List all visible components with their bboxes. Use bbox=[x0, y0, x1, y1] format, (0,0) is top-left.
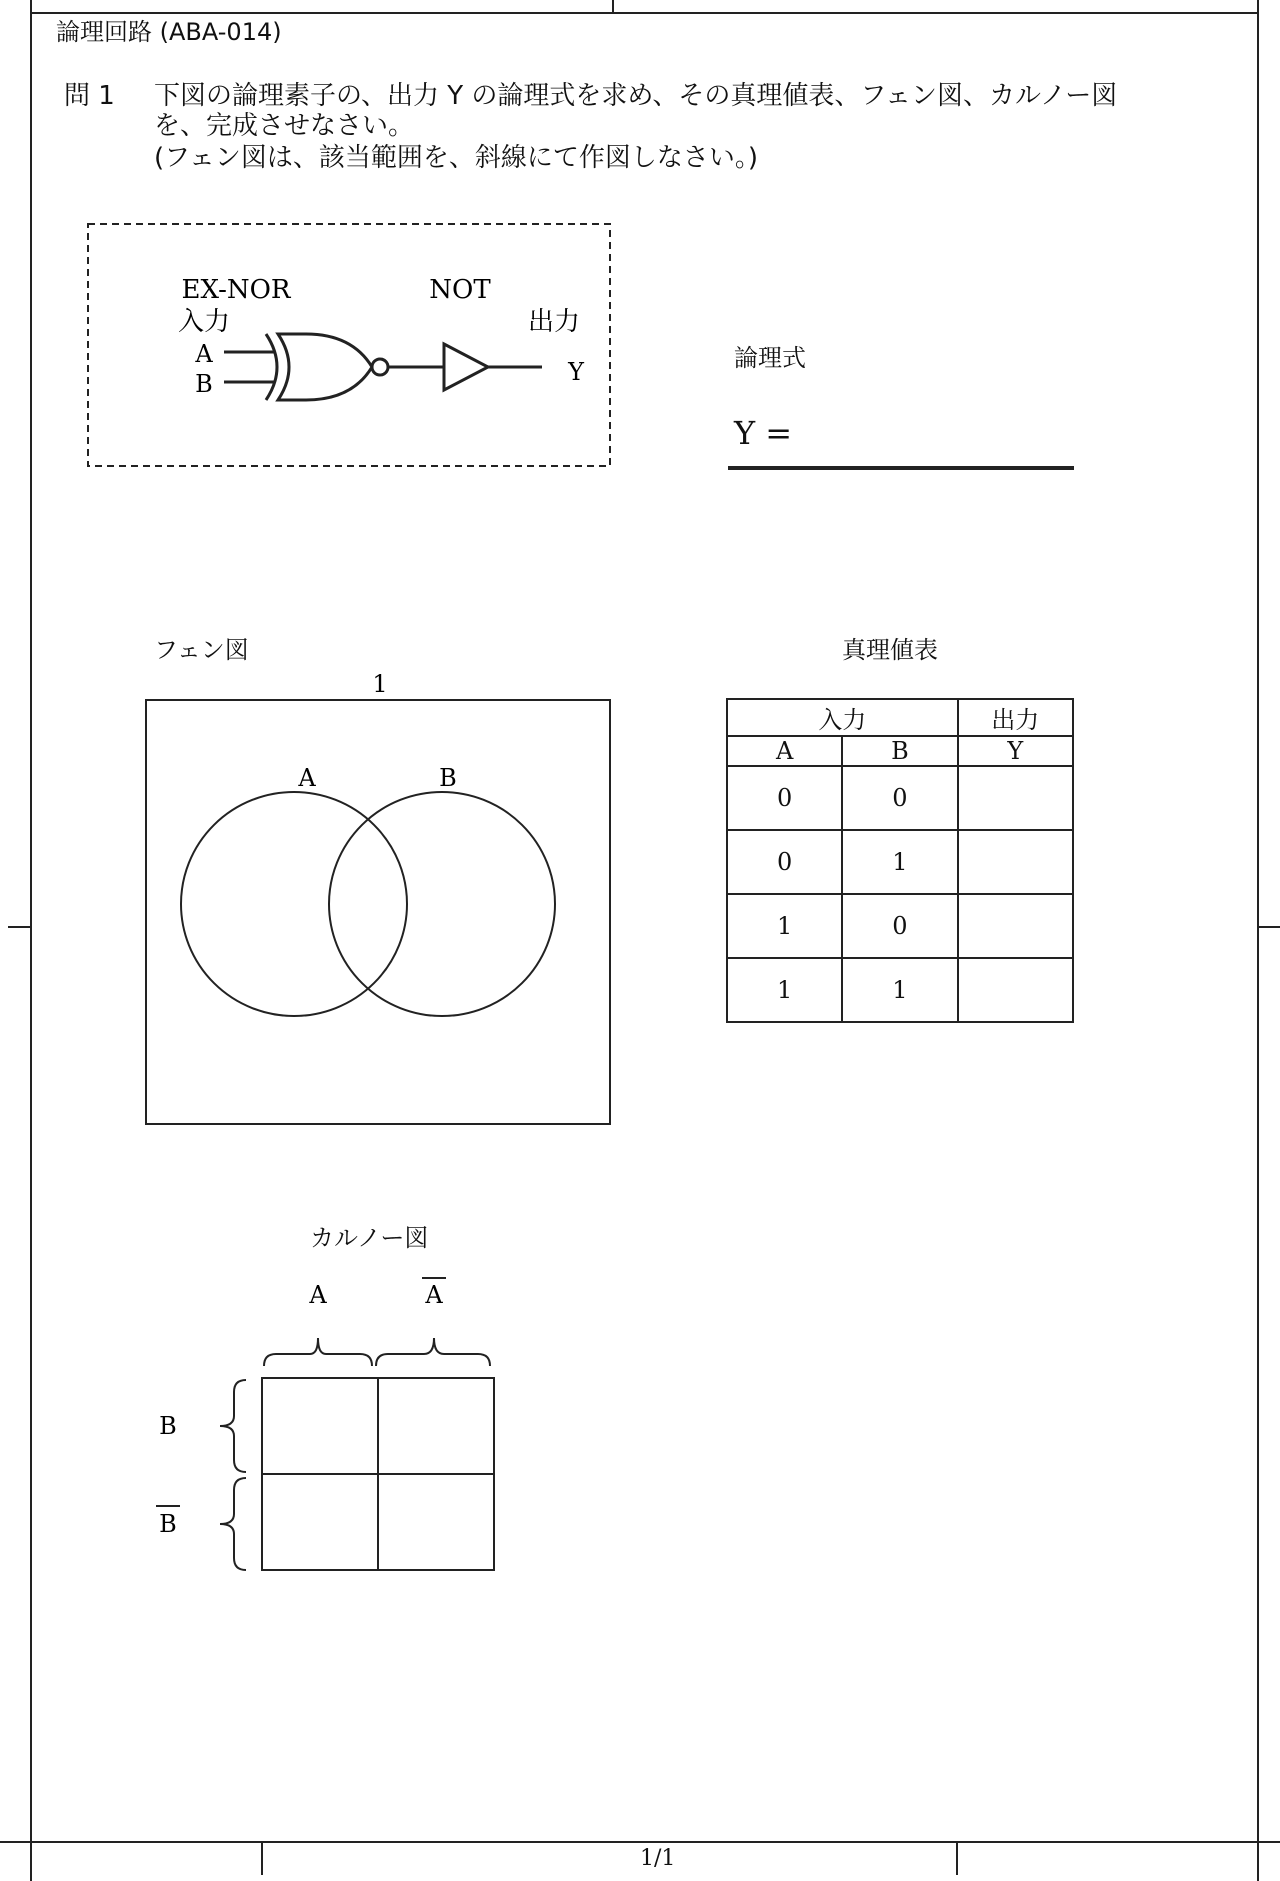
expression-heading: 論理式 bbox=[734, 344, 806, 372]
karnaugh-heading: カルノー図 bbox=[310, 1224, 429, 1252]
input-label: 入力 bbox=[177, 307, 231, 337]
xnor-bubble bbox=[372, 359, 388, 375]
karnaugh-row-b-brace bbox=[220, 1380, 246, 1472]
table-row bbox=[727, 830, 1073, 894]
truth-table-cell-y[interactable] bbox=[958, 830, 1073, 894]
karnaugh-cell-a-b bbox=[262, 1378, 378, 1474]
xnor-extra-curve bbox=[266, 334, 277, 400]
venn-set-b-label: B bbox=[439, 764, 457, 792]
truth-table-cell-b: 0 bbox=[842, 766, 957, 830]
truth-table-cell-y[interactable] bbox=[958, 958, 1073, 1022]
document-title: 論理回路 (ABA-014) bbox=[56, 18, 282, 46]
karnaugh-row-b-label: B bbox=[159, 1412, 177, 1440]
truth-table-cell-b: 1 bbox=[842, 958, 957, 1022]
frame-bottom-tick-right bbox=[956, 1841, 958, 1875]
karnaugh-cell-a-not-b bbox=[262, 1474, 378, 1570]
page-number: 1/1 bbox=[640, 1846, 676, 1871]
frame-bottom-tick-left bbox=[261, 1841, 263, 1875]
venn-universe-label: 1 bbox=[372, 670, 388, 698]
frame-top-tick bbox=[612, 0, 614, 12]
frame-right-mark bbox=[1257, 926, 1280, 928]
truth-table-cell-a: 0 bbox=[727, 766, 842, 830]
table-row bbox=[727, 766, 1073, 830]
expression-lhs: Y = bbox=[734, 414, 793, 452]
truth-table-cell-a: 0 bbox=[727, 830, 842, 894]
truth-table-cell-a: 1 bbox=[727, 894, 842, 958]
input-b-label: B bbox=[195, 370, 213, 398]
frame-left-mark bbox=[8, 926, 32, 928]
truth-table-cell-b: 0 bbox=[842, 894, 957, 958]
gate1-label: EX-NOR bbox=[181, 275, 291, 305]
venn-circle-b bbox=[329, 792, 555, 1016]
output-y-label: Y bbox=[568, 358, 584, 386]
karnaugh-cell-not-a-not-b bbox=[378, 1474, 494, 1570]
truth-table-output-group: 出力 bbox=[958, 699, 1073, 736]
venn-set-a-label: A bbox=[298, 764, 316, 792]
frame-bottom-border bbox=[0, 1841, 1280, 1843]
xnor-gate-body bbox=[278, 334, 372, 400]
venn-diagram[interactable] bbox=[140, 660, 620, 1130]
karnaugh-col-not-a-brace bbox=[376, 1338, 490, 1366]
venn-circle-a bbox=[181, 792, 407, 1016]
truth-table-cell-y[interactable] bbox=[958, 894, 1073, 958]
gate2-label: NOT bbox=[429, 275, 491, 305]
circuit-diagram bbox=[84, 220, 614, 470]
truth-table-input-group: 入力 bbox=[727, 699, 958, 736]
output-label: 出力 bbox=[527, 307, 581, 337]
table-row bbox=[727, 958, 1073, 1022]
karnaugh-row-not-b-label: B bbox=[159, 1510, 177, 1538]
truth-table-col-a: A bbox=[727, 736, 842, 766]
truth-table-heading: 真理値表 bbox=[842, 636, 938, 664]
karnaugh-col-a-brace bbox=[264, 1338, 372, 1366]
question-number: 問 1 bbox=[64, 81, 115, 111]
truth-table-cell-b: 1 bbox=[842, 830, 957, 894]
karnaugh-col-a-label: A bbox=[309, 1281, 327, 1309]
truth-table-col-y: Y bbox=[958, 736, 1073, 766]
karnaugh-col-not-a-label: A bbox=[425, 1281, 443, 1309]
truth-table-cell-y[interactable] bbox=[958, 766, 1073, 830]
venn-heading: フェン図 bbox=[154, 636, 249, 664]
truth-table bbox=[726, 698, 1074, 1023]
karnaugh-map bbox=[140, 1270, 510, 1590]
input-a-label: A bbox=[195, 340, 213, 368]
karnaugh-cell-not-a-b bbox=[378, 1378, 494, 1474]
not-buffer-triangle bbox=[444, 344, 488, 390]
truth-table-cell-a: 1 bbox=[727, 958, 842, 1022]
question-line-3: (フェン図は、該当範囲を、斜線にて作図しなさい。) bbox=[154, 143, 758, 173]
frame-left-border bbox=[30, 0, 32, 1881]
karnaugh-row-not-b-brace bbox=[220, 1478, 246, 1570]
question-line-1: 下図の論理素子の、出力 Y の論理式を求め、その真理値表、フェン図、カルノー図 bbox=[154, 81, 1118, 111]
question-line-2: を、完成させなさい。 bbox=[154, 111, 415, 141]
venn-universe-box bbox=[146, 700, 610, 1124]
truth-table-col-b: B bbox=[842, 736, 957, 766]
frame-right-border bbox=[1257, 0, 1259, 1881]
expression-answer-line[interactable] bbox=[728, 466, 1074, 470]
table-row bbox=[727, 894, 1073, 958]
